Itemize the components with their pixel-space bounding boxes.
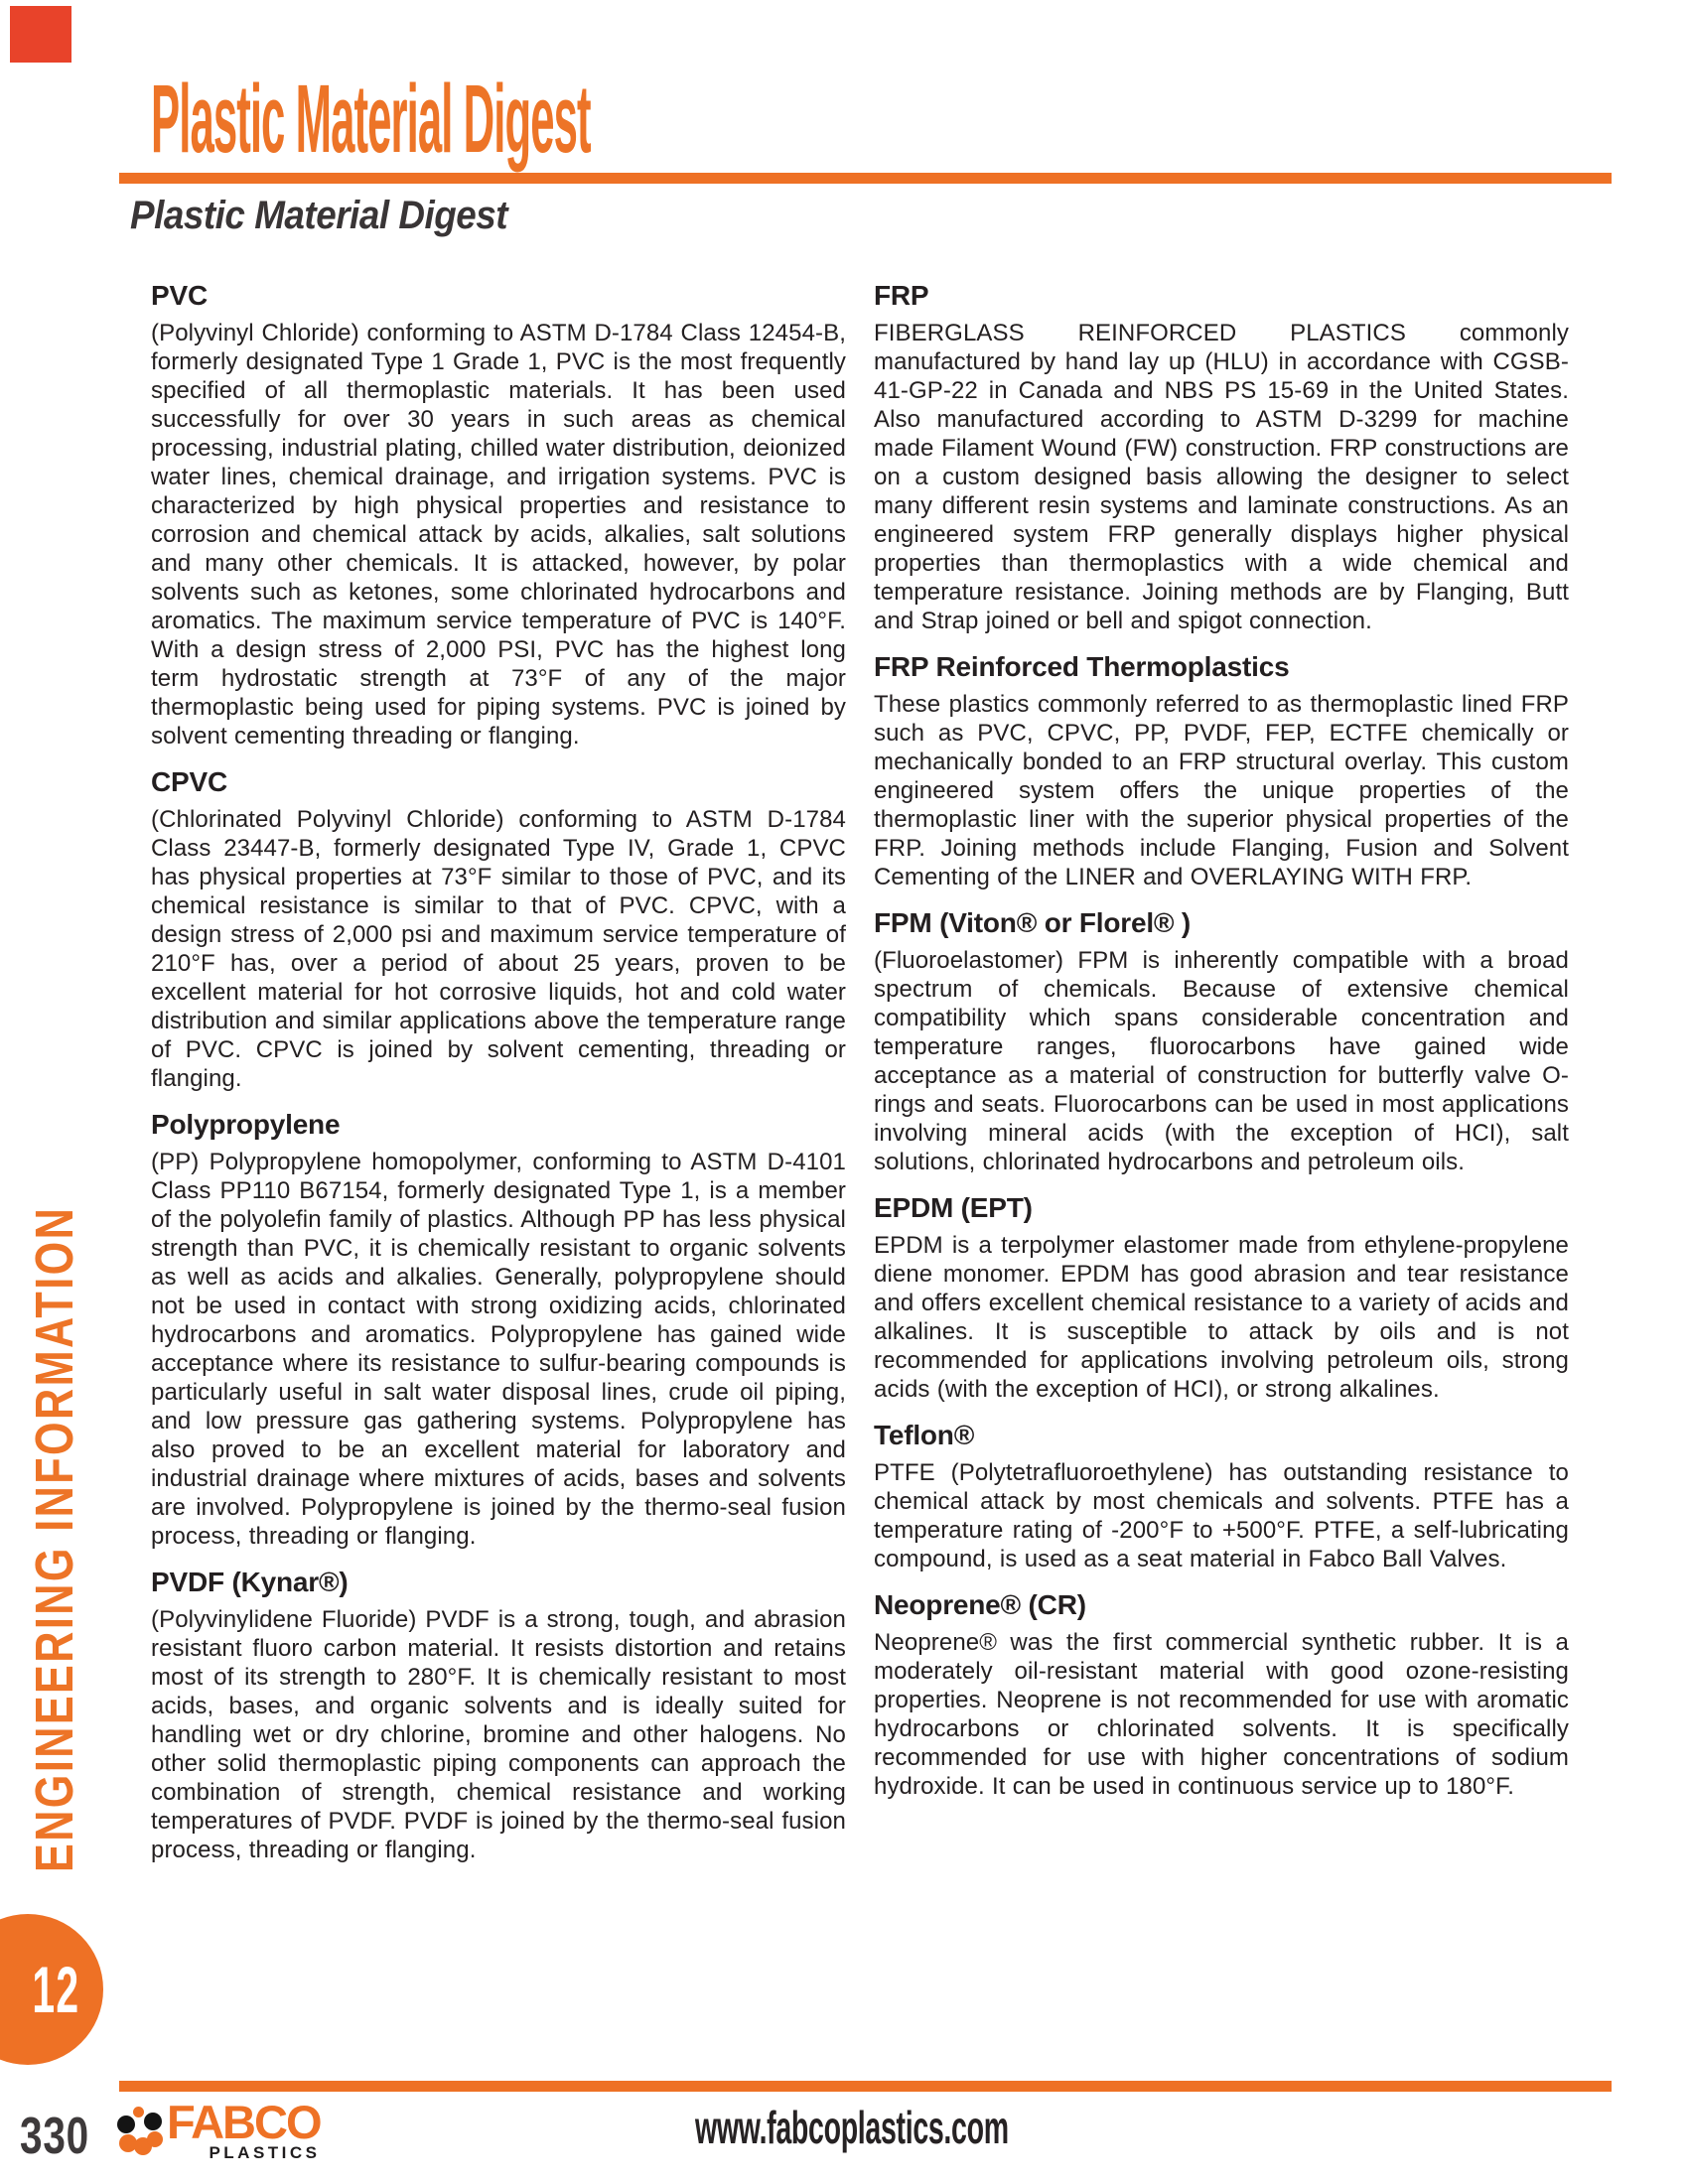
material-section (874, 1589, 1569, 1801)
fabco-logo (117, 2096, 321, 2162)
logo-subtitle: PLASTICS (209, 2143, 321, 2162)
material-body: (Polyvinyl Chloride) conforming to ASTM D-1784 Class 12454-B, formerly designated Type 1 Grade 1, PVC is the most frequently specified of all thermoplastic materials. It has been used successfully for over 30 years in such areas as chemical processing, industrial plating, chilled water distribution, deionized water lines, chemical drainage, and irrigation systems. PVC is characterized by high physical properties and resistance to corrosion and chemical attack by acids, alkalies, salt solutions and many other chemicals. It is attacked, however, by polar solvents such as ketones, some chlorinated hydrocarbons and aromatics. The maximum service temperature of PVC is 140°F. With a design stress of 2,000 PSI, PVC has the highest long term hydrostatic strength at 73°F of any of the major thermoplastic being used for piping systems. PVC is joined by solvent cementing threading or flanging. (151, 320, 846, 750)
material-heading: EPDM (EPT) (874, 1192, 1033, 1223)
right-column (874, 280, 1569, 1864)
material-body: (Fluoroelastomer) FPM is inherently compatible with a broad spectrum of chemicals. Because of extensive chemical compatibility which spans considerable concentration and temperature ranges, fluorocarbons have gained wide acceptance as a material of construction for butterfly valve O-rings and seats. Fluorocarbons can be used in most applications involving mineral acids (with the exception of HCI), salt solutions, chlorinated hydrocarbons and petroleum oils. (874, 947, 1569, 1175)
left-column (151, 280, 846, 1864)
chapter-number: 12 (31, 1953, 79, 2026)
logo-name: FABCO (167, 2096, 321, 2148)
material-body: EPDM is a terpolymer elastomer made from ethylene-propylene diene monomer. EPDM has good abrasion and tear resistance and offers excellent chemical resistance to a variety of acids and alkalines. It is susceptible to attack by oils and is not recommended for applications involving petroleum oils, strong acids (with the exception of HCI), or strong alkalines. (874, 1232, 1569, 1403)
material-heading: Polypropylene (151, 1109, 341, 1140)
material-heading: Neoprene® (CR) (874, 1589, 1086, 1620)
material-heading: PVDF (Kynar®) (151, 1567, 349, 1597)
chapter-number-badge (0, 1914, 103, 2065)
sidebar-section-label: ENGINEERING INFORMATION (25, 1205, 84, 1872)
material-section (874, 907, 1569, 1176)
material-section (151, 280, 846, 751)
material-section (151, 1567, 846, 1864)
logo-dot (147, 2131, 163, 2147)
material-heading: PVC (151, 280, 208, 311)
header-rule (119, 173, 1612, 184)
material-section (874, 1192, 1569, 1404)
page-subtitle: Plastic Material Digest (130, 194, 508, 237)
material-body: PTFE (Polytetrafluoroethylene) has outstanding resistance to chemical attack by most chemicals and solvents. PTFE has a temperature rating of -200°F to +500°F. PTFE, a self-lubricating compound, is used as a seat material in Fabco Ball Valves. (874, 1459, 1569, 1572)
material-section (151, 1109, 846, 1551)
molecule-icon (117, 2107, 161, 2154)
page-number: 330 (20, 2108, 90, 2165)
logo-dot (117, 2116, 135, 2133)
logo-dot (133, 2107, 144, 2117)
material-section (874, 280, 1569, 635)
material-body: (Polyvinylidene Fluoride) PVDF is a strong, tough, and abrasion resistant fluoro carbon material. It resists distortion and retains most of its strength to 280°F. It is chemically resistant to most acids, bases, and organic solvents and is ideally suited for handling wet or dry chlorine, bromine and other halogens. No other solid thermoplastic piping components can approach the combination of strength, chemical resistance and working temperatures of PVDF. PVDF is joined by the thermo-seal fusion process, threading or flanging. (151, 1606, 846, 1863)
footer-rule (119, 2081, 1612, 2092)
material-section (874, 651, 1569, 891)
material-body: (Chlorinated Polyvinyl Chloride) conforming to ASTM D-1784 Class 23447-B, formerly designated Type IV, Grade 1, CPVC has physical properties at 73°F similar to those of PVC, and its chemical resistance is similar to that of PVC. CPVC, with a design stress of 2,000 psi and maximum service temperature of 210°F has, over a period of about 25 years, proven to be excellent material for hot corrosive liquids, hot and cold water distribution and similar applications above the temperature range of PVC. CPVC is joined by solvent cementing, threading or flanging. (151, 806, 846, 1092)
material-heading: FRP Reinforced Thermoplastics (874, 651, 1290, 682)
material-body: Neoprene® was the first commercial synthetic rubber. It is a moderately oil-resistant material with good ozone-resisting properties. Neoprene is not recommended for use with aromatic hydrocarbons or chlorinated solvents. It is specifically recommended for use with higher concentrations of sodium hydroxide. It can be used in continuous service up to 180°F. (874, 1629, 1569, 1800)
content-columns (151, 280, 1569, 1864)
website-url: www.fabcoplastics.com (695, 2102, 1009, 2153)
logo-dot (144, 2113, 162, 2130)
material-body: FIBERGLASS REINFORCED PLASTICS commonly manufactured by hand lay up (HLU) in accordance with CGSB-41-GP-22 in Canada and NBS PS 15-69 in the United States. Also manufactured according to ASTM D-3299 for machine made Filament Wound (FW) construction. FRP constructions are on a custom designed basis allowing the designer to select many different resin systems and laminate constructions. As an engineered system FRP generally displays higher physical properties than thermoplastics with a wide chemical and temperature resistance. Joining methods are by Flanging, Butt and Strap joined or bell and spigot connection. (874, 320, 1569, 634)
material-section (151, 766, 846, 1093)
page-title: Plastic Material Digest (151, 65, 591, 173)
material-section (874, 1420, 1569, 1573)
material-body: These plastics commonly referred to as thermoplastic lined FRP such as PVC, CPVC, PP, PVDF, FEP, ECTFE chemically or mechanically bonded to an FRP structural overlay. This custom engineered system offers the unique properties of the thermoplastic liner with the superior physical properties of the FRP. Joining methods include Flanging, Fusion and Solvent Cementing of the LINER and OVERLAYING WITH FRP. (874, 691, 1569, 890)
material-heading: FPM (Viton® or Florel® ) (874, 907, 1192, 938)
material-body: (PP) Polypropylene homopolymer, conforming to ASTM D-4101 Class PP110 B67154, formerly designated Type 1, is a member of the polyolefin family of plastics. Although PP has less physical strength than PVC, it is chemically resistant to organic solvents as well as acids and alkalies. Generally, polypropylene should not be used in contact with strong oxidizing acids, chlorinated hydrocarbons and aromatics. Polypropylene has gained wide acceptance where its resistance to sulfur-bearing compounds is particularly useful in salt water disposal lines, crude oil piping, and low pressure gas gathering systems. Polypropylene has also proved to be an excellent material for laboratory and industrial drainage where mixtures of acids, bases and solvents are involved. Polypropylene is joined by the thermo-seal fusion process, threading or flanging. (151, 1149, 846, 1550)
material-heading: FRP (874, 280, 929, 311)
material-heading: Teflon® (874, 1420, 975, 1450)
logo-text (167, 2096, 321, 2162)
material-heading: CPVC (151, 766, 227, 797)
corner-mark (10, 6, 71, 63)
